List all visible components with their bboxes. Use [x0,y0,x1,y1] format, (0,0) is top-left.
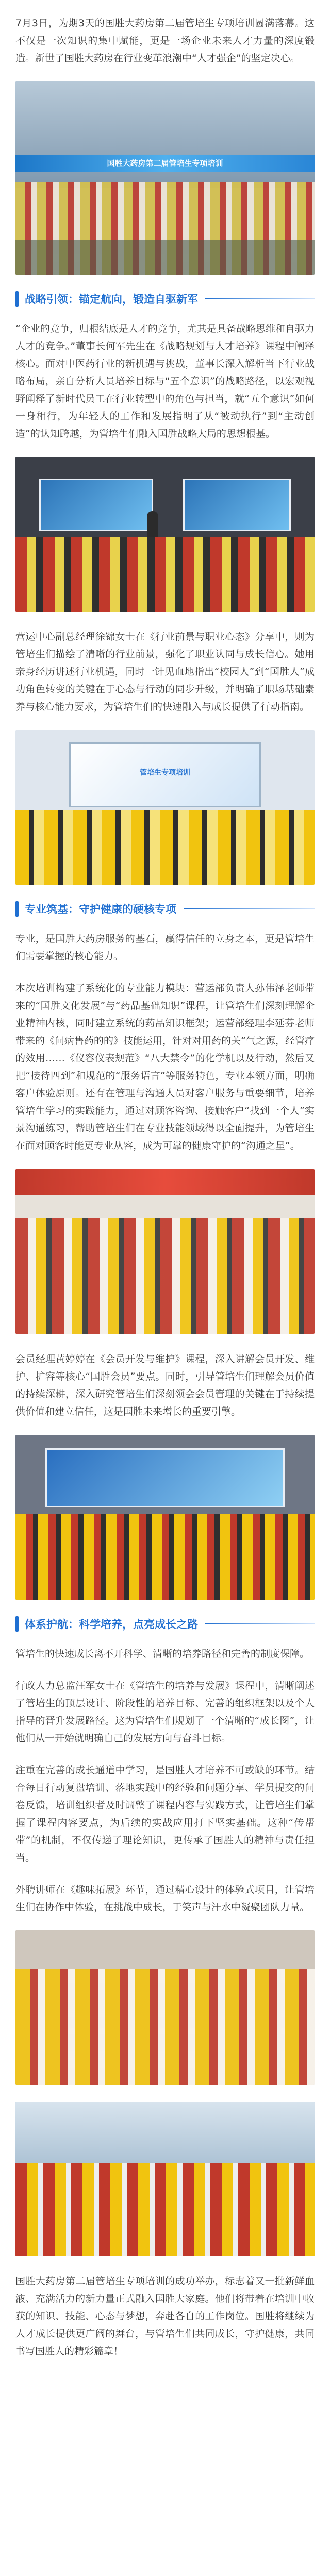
paragraph: 会员经理黄婷婷在《会员开发与维护》课程，深入讲解会员开发、维护、扩容等核心“国胜会员”要点。同时，引导管培生们理解会员价值的持续深耕，深入研究管培生们深刻领会会员管理的关键在于持续提供价值和建立信任，这是国胜未来增长的重要引擎。 [15,1353,315,1417]
outro-paragraph: 国胜大药房第二届管培生专项培训的成功举办，标志着又一批新鲜血液、充满活力的新力量正式融入国胜大家庭。他们将带着在培训中收获的知识、技能、心态与梦想，奔赴各自的工作岗位。国胜将继续为人才成长提供更广阔的舞台，与管培生们共同成长，守护健康，共同书写国胜人的精彩篇章！ [15,2276,315,2357]
section-marker-icon [15,1616,19,1632]
paragraph: 专业，是国胜大药房服务的基石，赢得信任的立身之本，更是管培生们需要掌握的核心能力。 [15,933,315,962]
banner-text: 国胜大药房第二届管培生专项培训 [107,159,223,168]
paragraph: 营运中心副总经理徐锦女士在《行业前景与职业心态》分享中，则为管培生们描绘了清晰的行业前景，强化了职业认同与成长信心。她用亲身经历讲述行业机遇，同时一针见血地指出“校园人”到“国胜人”成功角色转变的关键在于心态与行动的同步升级，并明确了职场基础素养与核心能力要求，为管培生们的快速融入与成长提供了行动指南。 [15,631,315,713]
section-divider [184,908,315,909]
group-photo [15,81,315,275]
paragraph: 注重在完善的成长通道中学习，是国胜人才培养不可或缺的环节。结合每日行动复盘培训、落地实践中的经验和问题分享、学员提交的问卷反馈，培训组织者及时调整了课程内容与实践方式，让管培生们掌握了课程内容要点，为后续的实战应用打下坚实基础。这种“传帮带”的机制，不仅传递了理论知识，更传承了国胜人的精神与责任担当。 [15,1765,315,1863]
section-header-system [15,1616,315,1632]
paragraph: 行政人力总监汪军女士在《管培生的培养与发展》课程中，清晰阐述了管培生的顶层设计、阶段性的培养目标、完善的组织框架以及个人指导的晋升发展路径。这为管培生们规划了一个清晰的“成长图”，让他们从一开始就明确自己的发展方向与奋斗目标。 [15,1680,315,1744]
section-divider [205,298,315,299]
section-marker-icon [15,901,19,917]
screen-text: 管培生专项培训 [140,769,190,777]
classroom-photo [15,730,315,885]
lecture-photo [15,457,315,612]
hall-photo [15,1435,315,1600]
paragraph: 本次培训构建了系统化的专业能力模块：营运部负责人孙伟泽老师带来的“国胜文化发展”与“药品基础知识”课程，让管培生们深刻理解企业精神内核，同时建立系统的药品知识框架；运营部经理李延芬老师带来的《问病售药的的》技能运用，针对对用药的关“气之源，经管疗的效用……《仪容仪表规范》“八大禁令”的化学机以及行动，然后又把“接待四到”和规范的“服务语言”等服务特色，专业本领方面，明确客户体验原则。还有在管理与沟通人员对客户服务与重要细节，培养管培生学习的实践能力，通过对顾客咨询、接触客户“找到一个人”实景沟通练习，帮助管培生们在专业技能领域得以全面提升，为管培生在面对顾客时能更专业从容，成为可靠的健康守护的“沟通之星”。 [15,982,315,1151]
paragraph: “企业的竞争，归根结底是人才的竞争，尤其是具备战略思维和自驱力人才的竞争。”董事长何军先生在《战略规划与人才培养》课程中阐释核心。面对中医药行业的新机遇与挑战，董事长深入解析当下行业战略布局，亲自分析人员培养目标与“五个意识”的战略路径，以宏观视野阐释了新时代员工在行业转型中的角色与担当，就“五个意识”如何一身相行，为年轻人的工作和发展指明了从“被动执行”到“主动创造”的认知跨越，为管培生们融入国胜战略大局的思想根基。 [15,323,315,439]
section-title: 战略引领：锚定航向，锻造自驱新军 [25,293,198,306]
section-header-professional [15,901,315,917]
section-marker-icon [15,291,19,307]
outdoor-photo [15,2102,315,2256]
section-header-strategy [15,291,315,307]
paragraph: 外聘讲师在《趣味拓展》环节，通过精心设计的体验式项目，让管培生们在协作中体验，在挑战中成长，于笑声与汗水中凝聚团队力量。 [15,1884,315,1913]
intro-paragraph: 7月3日，为期3天的国胜大药房第二届管培生专项培训圆满落幕。这不仅是一次知识的集中赋能，更是一场企业未来人才力量的深度锻造。新世了国胜大药房在行业变革浪潮中“人才强企”的坚定决心。 [15,18,315,64]
section-title: 专业筑基：守护健康的硬核专项 [25,903,176,916]
section-title: 体系护航：科学培养，点亮成长之路 [25,1618,198,1631]
workshop-photo [15,1169,315,1334]
section-divider [205,1623,315,1624]
paragraph: 管培生的快速成长离不开科学、清晰的培养路径和完善的制度保障。 [15,1648,310,1659]
team-game-photo [15,1930,315,2085]
